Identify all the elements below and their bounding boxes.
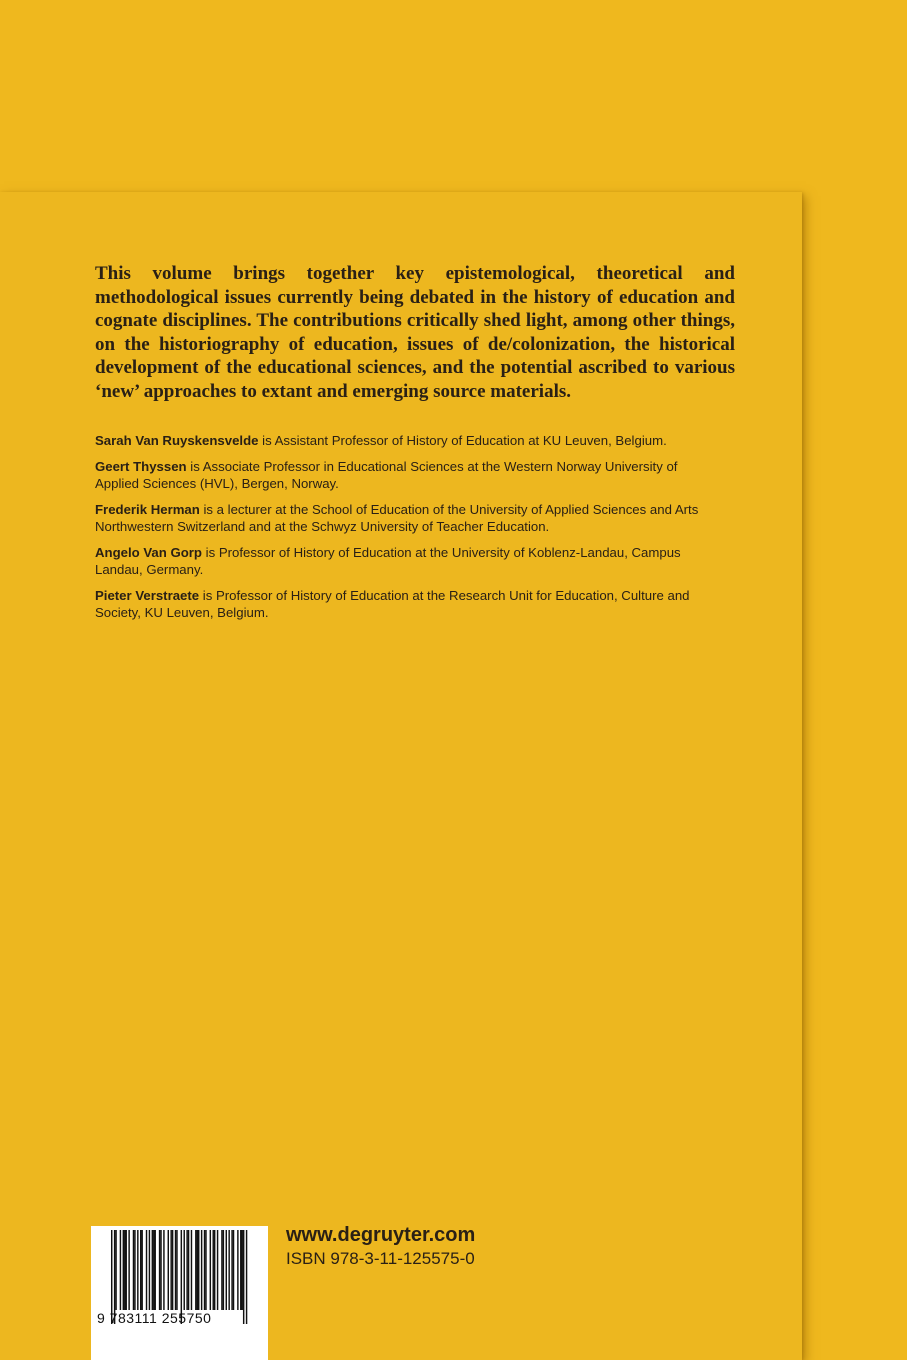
barcode-bar — [126, 1230, 127, 1310]
bio-entry — [95, 501, 715, 536]
barcode-bar — [205, 1230, 206, 1310]
barcode-bar — [137, 1230, 138, 1310]
barcode-bar — [240, 1230, 241, 1310]
bio-text: is Assistant Professor of History of Education at KU Leuven, Belgium. — [258, 433, 667, 448]
barcode-bar — [140, 1230, 141, 1310]
barcode-bar — [223, 1230, 224, 1310]
bio-name: Frederik Herman — [95, 501, 200, 517]
bio-text: is Professor of History of Education at the University of Koblenz-Landau, Campus Landau, Germany. — [95, 544, 681, 577]
barcode-bar — [124, 1230, 125, 1310]
barcode-bar — [214, 1230, 215, 1310]
barcode-bar — [115, 1230, 116, 1310]
barcode-bar — [217, 1230, 218, 1310]
bio-name: Angelo Van Gorp — [95, 544, 202, 560]
barcode-bar — [168, 1230, 169, 1310]
barcode-bar — [191, 1230, 192, 1310]
bio-entry — [95, 432, 715, 450]
barcode-bar — [120, 1230, 121, 1310]
barcode-bar — [201, 1230, 202, 1310]
barcode-bar — [213, 1230, 214, 1310]
bio-entry — [95, 544, 715, 579]
bio-text: is Associate Professor in Educational Sciences at the Western Norway University of Applied Sciences (HVL), Bergen, Norway. — [95, 458, 678, 491]
barcode-bar — [159, 1230, 160, 1310]
author-bios — [95, 432, 715, 630]
barcode-bar — [221, 1230, 222, 1310]
barcode-bar — [163, 1230, 164, 1310]
barcode-bar — [134, 1230, 135, 1310]
bio-text: is Professor of History of Education at the Research Unit for Education, Culture and Society, KU Leuven, Belgium. — [95, 587, 690, 620]
barcode-bar — [152, 1230, 153, 1310]
barcode-bar — [186, 1230, 187, 1310]
barcode-bar — [210, 1230, 211, 1310]
barcode-bar — [176, 1230, 177, 1310]
bio-name: Sarah Van Ruyskensvelde — [95, 433, 259, 448]
barcode-bar — [149, 1230, 150, 1310]
blurb-paragraph: This volume brings together key epistemological, theoretical and methodological issues currently being debated in the history of education and cognate disciplines. The contributions critically shed light, among other things, on the historiography of education, issues of de/colonization, the historical development of the educational sciences, and the potential ascribed to various ‘new’ approaches to extant and emerging source materials. — [95, 263, 735, 402]
barcode-bar — [153, 1230, 154, 1310]
barcode-bar — [146, 1230, 147, 1310]
barcode-bar — [233, 1230, 234, 1310]
bio-name: Pieter Verstraete — [95, 587, 200, 603]
barcode-bars — [91, 1226, 268, 1360]
barcode-bar — [133, 1230, 134, 1310]
barcode-bar — [195, 1230, 196, 1310]
bio-entry — [95, 458, 715, 493]
barcode-bar — [242, 1230, 243, 1310]
barcode-bar — [197, 1230, 198, 1310]
barcode-digits: 9 783111 255750 — [97, 1310, 212, 1326]
barcode-bar — [141, 1230, 142, 1310]
barcode-bar — [170, 1230, 171, 1310]
barcode-bar — [184, 1230, 185, 1310]
barcode-bar — [198, 1230, 199, 1310]
barcode-bar — [188, 1230, 189, 1310]
barcode-bar — [123, 1230, 124, 1310]
bio-entry — [95, 587, 715, 622]
barcode-bar — [231, 1230, 232, 1310]
isbn-barcode — [91, 1226, 268, 1360]
barcode-bar — [204, 1230, 205, 1310]
barcode-bar — [175, 1230, 176, 1310]
barcode-bar — [155, 1230, 156, 1310]
barcode-bar — [226, 1230, 227, 1310]
barcode-bar — [172, 1230, 173, 1310]
barcode-bar — [160, 1230, 161, 1310]
barcode-bar — [237, 1230, 238, 1310]
isbn-number: ISBN 978-3-11-125575-0 — [286, 1249, 475, 1268]
bio-name: Geert Thyssen — [95, 458, 187, 474]
barcode-bar — [228, 1230, 229, 1310]
bio-text: is a lecturer at the School of Education of the University of Applied Sciences and Arts Northwestern Switzerland and at the Schwyz University of Teacher Education. — [95, 501, 699, 534]
publisher-website[interactable]: www.degruyter.com — [286, 1224, 476, 1246]
barcode-bar — [128, 1230, 129, 1310]
